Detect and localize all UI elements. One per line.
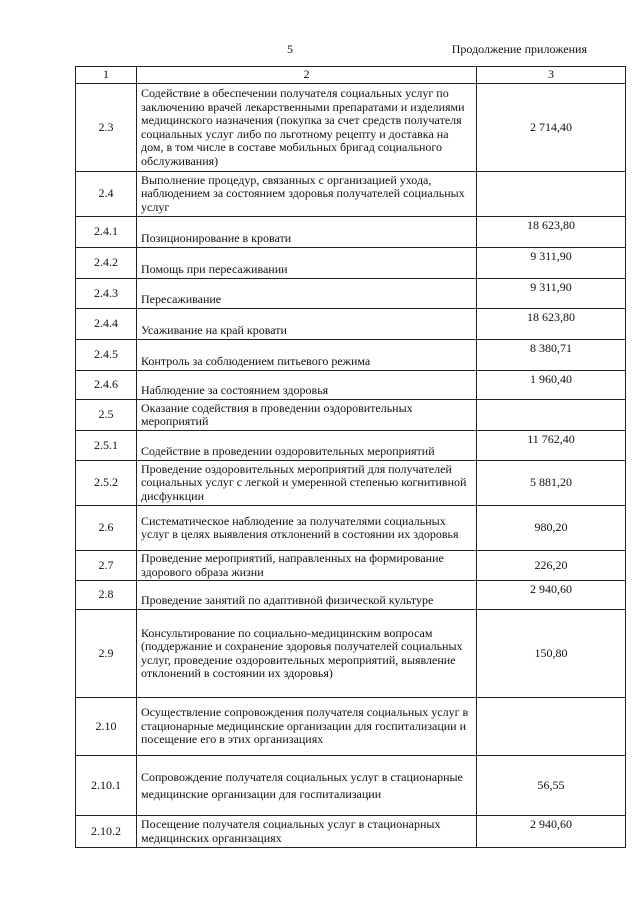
row-number: 2.10.2 [76, 816, 137, 848]
table-row [76, 431, 626, 461]
row-description: Оказание содействия в проведении оздоровительных мероприятий [137, 400, 477, 431]
table-row [76, 172, 626, 217]
column-header-3: 3 [477, 67, 626, 84]
row-price: 9 311,90 [477, 248, 626, 279]
table-row [76, 340, 626, 371]
table-row [76, 217, 626, 248]
row-price: 150,80 [477, 610, 626, 698]
table-row [76, 248, 626, 279]
row-price: 2 714,40 [477, 84, 626, 172]
row-price: 5 881,20 [477, 461, 626, 506]
row-price: 18 623,80 [477, 217, 626, 248]
table-row [76, 371, 626, 400]
row-description: Проведение мероприятий, направленных на формирование здорового образа жизни [137, 551, 477, 581]
services-table [75, 66, 626, 848]
row-price: 1 960,40 [477, 371, 626, 400]
row-number: 2.4.1 [76, 217, 137, 248]
row-price: 56,55 [477, 756, 626, 816]
column-header-2: 2 [137, 67, 477, 84]
table-row [76, 506, 626, 551]
row-number: 2.5 [76, 400, 137, 431]
table-row [76, 581, 626, 610]
row-description: Содействие в обеспечении получателя социальных услуг по заключению врачей лекарственными препаратами и изделиями медицинского назначения (покупка за счет средств получателя социальных услуг либо по льготному рецепту и доставка на дом, в том числе в составе мобильных бригад социального обслуживания) [137, 84, 477, 172]
column-header-1: 1 [76, 67, 137, 84]
row-description: Сопровождение получателя социальных услуг в стационарные медицинские организации для госпитализации [137, 756, 477, 816]
row-description: Систематическое наблюдение за получателями социальных услуг в целях выявления отклонений в состоянии их здоровья [137, 506, 477, 551]
row-description: Проведение занятий по адаптивной физической культуре [137, 581, 477, 610]
row-number: 2.5.2 [76, 461, 137, 506]
row-description: Пересаживание [137, 279, 477, 309]
row-description: Усаживание на край кровати [137, 309, 477, 340]
row-description: Консультирование по социально-медицинским вопросам (поддержание и сохранение здоровья получателей социальных услуг, проведение оздоровительных мероприятий, выявление отклонений в состоянии их здоровья) [137, 610, 477, 698]
row-number: 2.4.4 [76, 309, 137, 340]
row-description: Осуществление сопровождения получателя социальных услуг в стационарные медицинские организации для госпитализации и посещение его в этих организациях [137, 698, 477, 756]
table-row [76, 279, 626, 309]
row-number: 2.6 [76, 506, 137, 551]
table-row [76, 698, 626, 756]
row-description: Позиционирование в кровати [137, 217, 477, 248]
table-row [76, 400, 626, 431]
row-number: 2.4.3 [76, 279, 137, 309]
row-description: Помощь при пересаживании [137, 248, 477, 279]
table-header-row [76, 67, 626, 84]
table-row [76, 551, 626, 581]
row-price: 8 380,71 [477, 340, 626, 371]
row-price [477, 698, 626, 756]
row-description: Проведение оздоровительных мероприятий для получателей социальных услуг с легкой и умеренной степенью когнитивной дисфункции [137, 461, 477, 506]
row-number: 2.10 [76, 698, 137, 756]
table-row [76, 309, 626, 340]
row-price: 980,20 [477, 506, 626, 551]
table-row [76, 461, 626, 506]
row-description: Контроль за соблюдением питьевого режима [137, 340, 477, 371]
row-price: 9 311,90 [477, 279, 626, 309]
row-description: Наблюдение за состоянием здоровья [137, 371, 477, 400]
row-price: 11 762,40 [477, 431, 626, 461]
row-description: Посещение получателя социальных услуг в стационарных медицинских организациях [137, 816, 477, 848]
row-number: 2.4.6 [76, 371, 137, 400]
row-number: 2.5.1 [76, 431, 137, 461]
row-price [477, 400, 626, 431]
row-description: Содействие в проведении оздоровительных мероприятий [137, 431, 477, 461]
table-row [76, 816, 626, 848]
row-number: 2.7 [76, 551, 137, 581]
row-price: 2 940,60 [477, 816, 626, 848]
row-number: 2.4.5 [76, 340, 137, 371]
row-description: Выполнение процедур, связанных с организацией ухода, наблюдением за состоянием здоровья получателей социальных услуг [137, 172, 477, 217]
row-number: 2.10.1 [76, 756, 137, 816]
continuation-label: Продолжение приложения [451, 42, 587, 56]
row-price [477, 172, 626, 217]
row-number: 2.4.2 [76, 248, 137, 279]
row-number: 2.9 [76, 610, 137, 698]
row-number: 2.3 [76, 84, 137, 172]
row-price: 2 940,60 [477, 581, 626, 610]
table-row [76, 610, 626, 698]
row-price: 18 623,80 [477, 309, 626, 340]
table-row [76, 84, 626, 172]
row-number: 2.4 [76, 172, 137, 217]
page-number: 5 [287, 42, 293, 56]
row-price: 226,20 [477, 551, 626, 581]
row-number: 2.8 [76, 581, 137, 610]
table-row [76, 756, 626, 816]
